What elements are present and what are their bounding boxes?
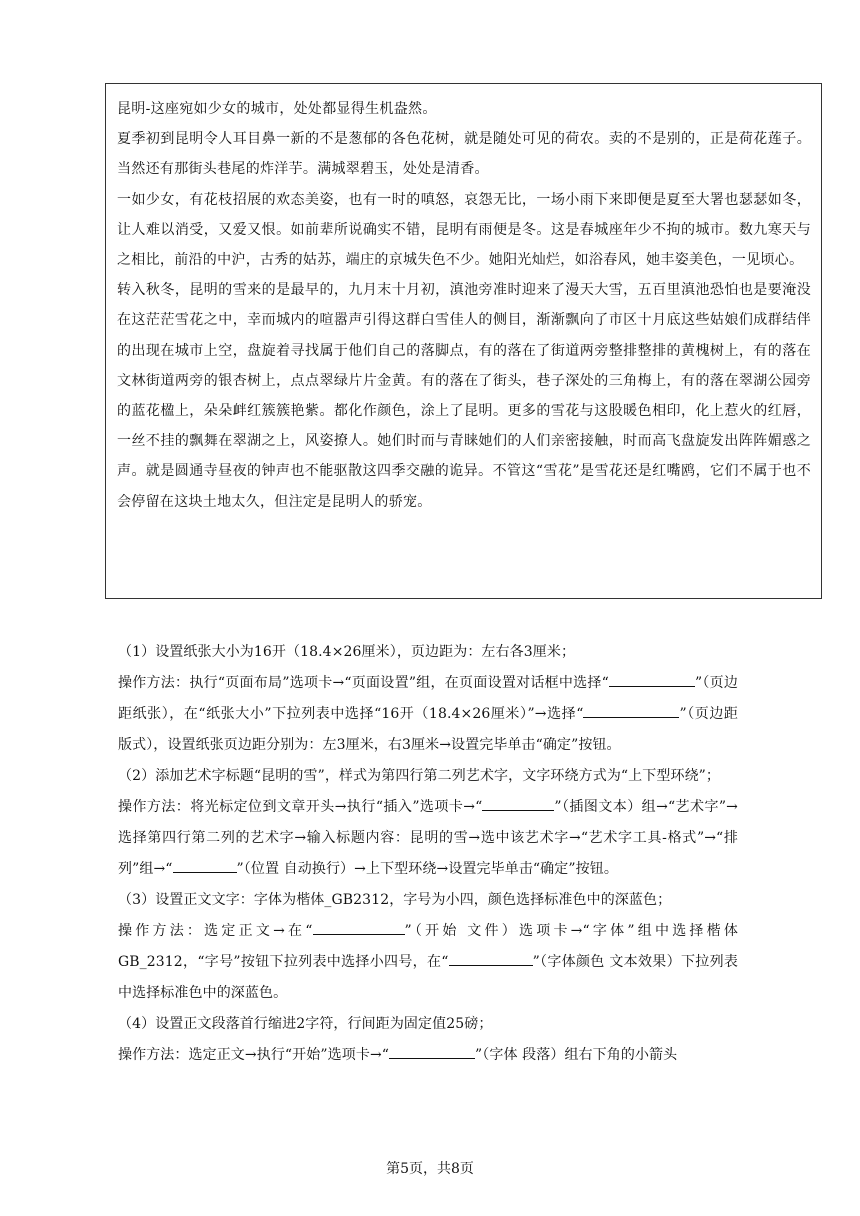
question-1: （1）设置纸张大小为16开（18.4×26厘米），页边距为：左右各3厘米； [118,644,576,660]
answer-text: 操作方法：选定正文→在“ [118,923,313,939]
blank-line [389,1044,475,1059]
blank-line [583,703,679,718]
answer-text: ”（位置 自动换行）→上下型环绕→设置完毕单击“确定”按钮。 [236,861,618,877]
answer-text: ”（页边距纸张），在“纸张大小”下拉列表中选择“16开（18.4×26厘米）”→选择“ [118,675,739,722]
question-4: （4）设置正文段落首行缩进2字符，行间距为固定值25磅； [118,1016,493,1032]
blank-line [173,858,237,873]
answer-2 [118,792,738,885]
answer-1 [118,668,738,761]
passage-paragraph: 夏季初到昆明令人耳目鼻一新的不是葱郁的各色花树，就是随处可见的荷农。卖的不是别的，正是荷花莲子。当然还有那街头巷尾的炸洋芋。满城翠碧玉，处处是清香。 [117,131,811,178]
passage-paragraph: 昆明-这座宛如少女的城市，处处都显得生机盎然。 [117,101,437,117]
questions-section [118,637,738,1071]
answer-text: 操作方法：执行“页面布局”选项卡→“页面设置”组，在页面设置对话框中选择“ [118,675,609,691]
answer-4 [118,1040,738,1071]
page-number: 第5页，共8页 [386,1161,474,1177]
question-2: （2）添加艺术字标题“昆明的雪”，样式为第四行第二列艺术字，文字环绕方式为“上下型环绕”； [118,768,721,784]
answer-3 [118,916,738,1009]
answer-text: 操作方法：选定正文→执行“开始”选项卡→“ [118,1047,390,1063]
blank-line [609,672,695,687]
answer-text: ”（字体 段落）组右下角的小箭头 [475,1047,678,1063]
question-3: （3）设置正文文字：字体为楷体_GB2312，字号为小四，颜色选择标准色中的深蓝色； [118,892,672,908]
answer-text: ”（开始 文件）选项卡→“字体”组中选择楷体GB_2312，“字号”按钮下拉列表中选择小四号，在“ [118,923,738,970]
blank-line [449,951,533,966]
answer-text: ”（插图文本）组→“艺术字”→选择第四行第二列的艺术字→输入标题内容：昆明的雪→选中该艺术字→“艺术字工具-格式”→“排列”组→“ [118,799,738,877]
answer-text: ”（页边距 版式），设置纸张页边距分别为：左3厘米，右3厘米→设置完毕单击“确定”按钮。 [118,706,738,753]
passage-paragraph: 一如少女，有花枝招展的欢态美姿，也有一时的嗔怒，哀怨无比，一场小雨下来即便是夏至大署也瑟瑟如冬，让人难以消受，又爱又恨。如前辈所说确实不错，昆明有雨便是冬。这是春城座年少不拘的城市。数九寒天与之相比，前沿的中沪，古秀的姑苏，端庄的京城失色不少。她阳光灿烂，如浴春风，她丰姿美色，一见顷心。 [117,191,811,269]
passage-box [105,83,822,599]
blank-line [482,796,554,811]
passage-paragraph: 转入秋冬，昆明的雪来的是最早的，九月末十月初，滇池旁准时迎来了漫天大雪，五百里滇池恐怕也是要淹没在这茫茫雪花之中，幸而城内的喧嚣声引得这群白雪佳人的侧目，渐渐飘向了市区十月底这些姑娘们成群结伴的出现在城市上空，盘旋着寻找属于他们自己的落脚点，有的落在了街道两旁整排整排的黄槐树上，有的落在文林街道两旁的银杏树上，点点翠绿片片金黄。有的落在了街头，巷子深处的三角梅上，有的落在翠湖公园旁的蓝花楹上，朵朵衅红簇簇艳紫。都化作颜色，涂上了昆明。更多的雪花与这股暖色相印，化上惹火的红唇，一丝不挂的飘舞在翠湖之上，风姿撩人。她们时而与青睐她们的人们亲密接触，时而高飞盘旋发出阵阵媚惑之声。就是圆通寺昼夜的钟声也不能驱散这四季交融的诡异。不管这“雪花”是雪花还是红嘴鸥，它们不属于也不会停留在这块土地太久，但注定是昆明人的骄宠。 [117,282,811,510]
answer-text: 操作方法：将光标定位到文章开头→执行“插入”选项卡→“ [118,799,483,815]
blank-line [313,920,405,935]
answer-text: ”（字体颜色 文本效果）下拉列表中选择标准色中的深蓝色。 [118,954,738,1001]
